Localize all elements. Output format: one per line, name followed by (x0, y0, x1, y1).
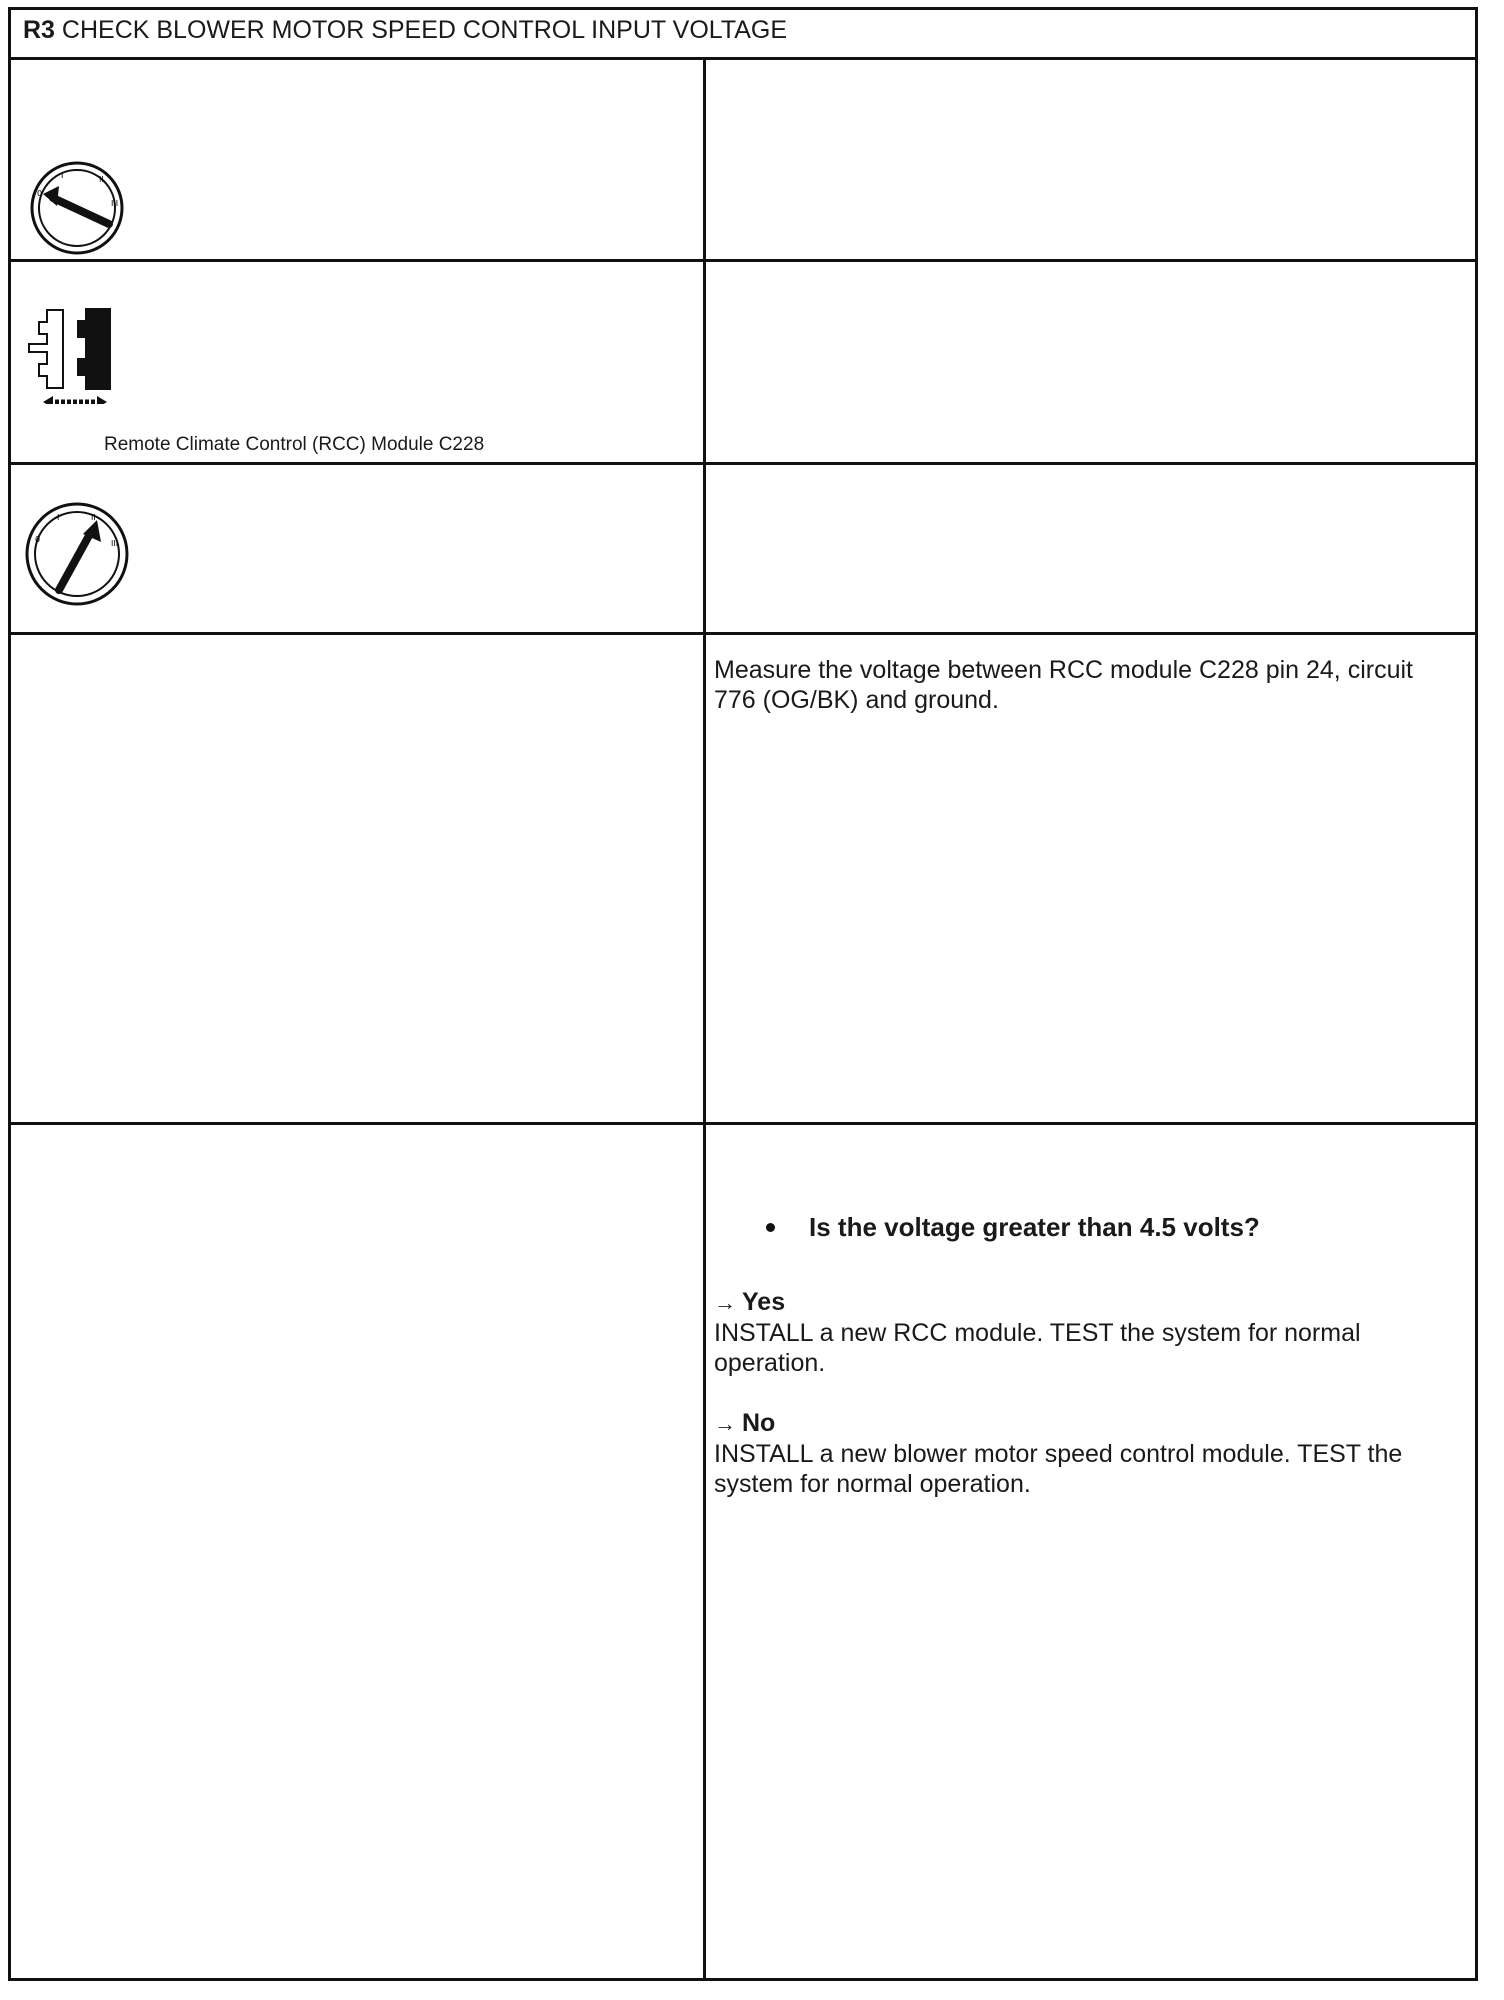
answer-text-yes: INSTALL a new RCC module. TEST the system for normal operation. (714, 1319, 1361, 1377)
bullet-icon (766, 1223, 775, 1232)
svg-text:II: II (91, 513, 96, 522)
step-title: CHECK BLOWER MOTOR SPEED CONTROL INPUT VOLTAGE (61, 16, 788, 44)
step-row-decision (11, 1125, 1475, 1978)
row-graphic-cell (11, 60, 706, 259)
decision-cell (706, 1125, 1475, 1978)
row-graphic-cell (11, 465, 706, 632)
row-text-cell (706, 60, 1475, 259)
step-row-disconnect (11, 262, 1475, 465)
row-graphic-cell (11, 262, 706, 462)
step-row-ignition-on (11, 465, 1475, 635)
svg-text:III: III (111, 199, 119, 208)
step-header (11, 10, 1475, 60)
svg-text:II: II (99, 175, 104, 184)
svg-text:I: I (61, 171, 64, 180)
test-step-table (8, 7, 1478, 1981)
measure-instruction: Measure the voltage between RCC module C228 pin 24, circuit 776 (OG/BK) and ground. (714, 656, 1413, 714)
arrow-right-icon: → (714, 1290, 736, 1315)
svg-text:I: I (57, 513, 60, 522)
step-row-ignition-off (11, 60, 1475, 262)
answer-label-no: No (742, 1409, 776, 1437)
row-graphic-cell (11, 1125, 706, 1978)
step-number: R3 (23, 16, 55, 44)
ignition-off-icon (19, 160, 139, 260)
answer-no (714, 1408, 1455, 1499)
connector-disconnect-icon (19, 304, 129, 404)
row-graphic-cell (11, 635, 706, 1122)
answer-text-no: INSTALL a new blower motor speed control module. TEST the system for normal operation. (714, 1440, 1403, 1498)
connector-caption: Remote Climate Control (RCC) Module C228 (104, 434, 485, 455)
question-text: Is the voltage greater than 4.5 volts? (809, 1212, 1260, 1242)
question-item (714, 1212, 1455, 1242)
arrow-right-icon: → (714, 1411, 736, 1436)
row-text-cell (706, 465, 1475, 632)
ignition-on-icon (19, 500, 139, 610)
svg-text:0: 0 (37, 189, 43, 198)
svg-text:0: 0 (35, 535, 41, 544)
row-text-cell (706, 262, 1475, 462)
svg-text:III: III (111, 539, 119, 548)
step-row-measure (11, 635, 1475, 1125)
answer-yes (714, 1287, 1455, 1378)
answer-label-yes: Yes (742, 1288, 786, 1316)
